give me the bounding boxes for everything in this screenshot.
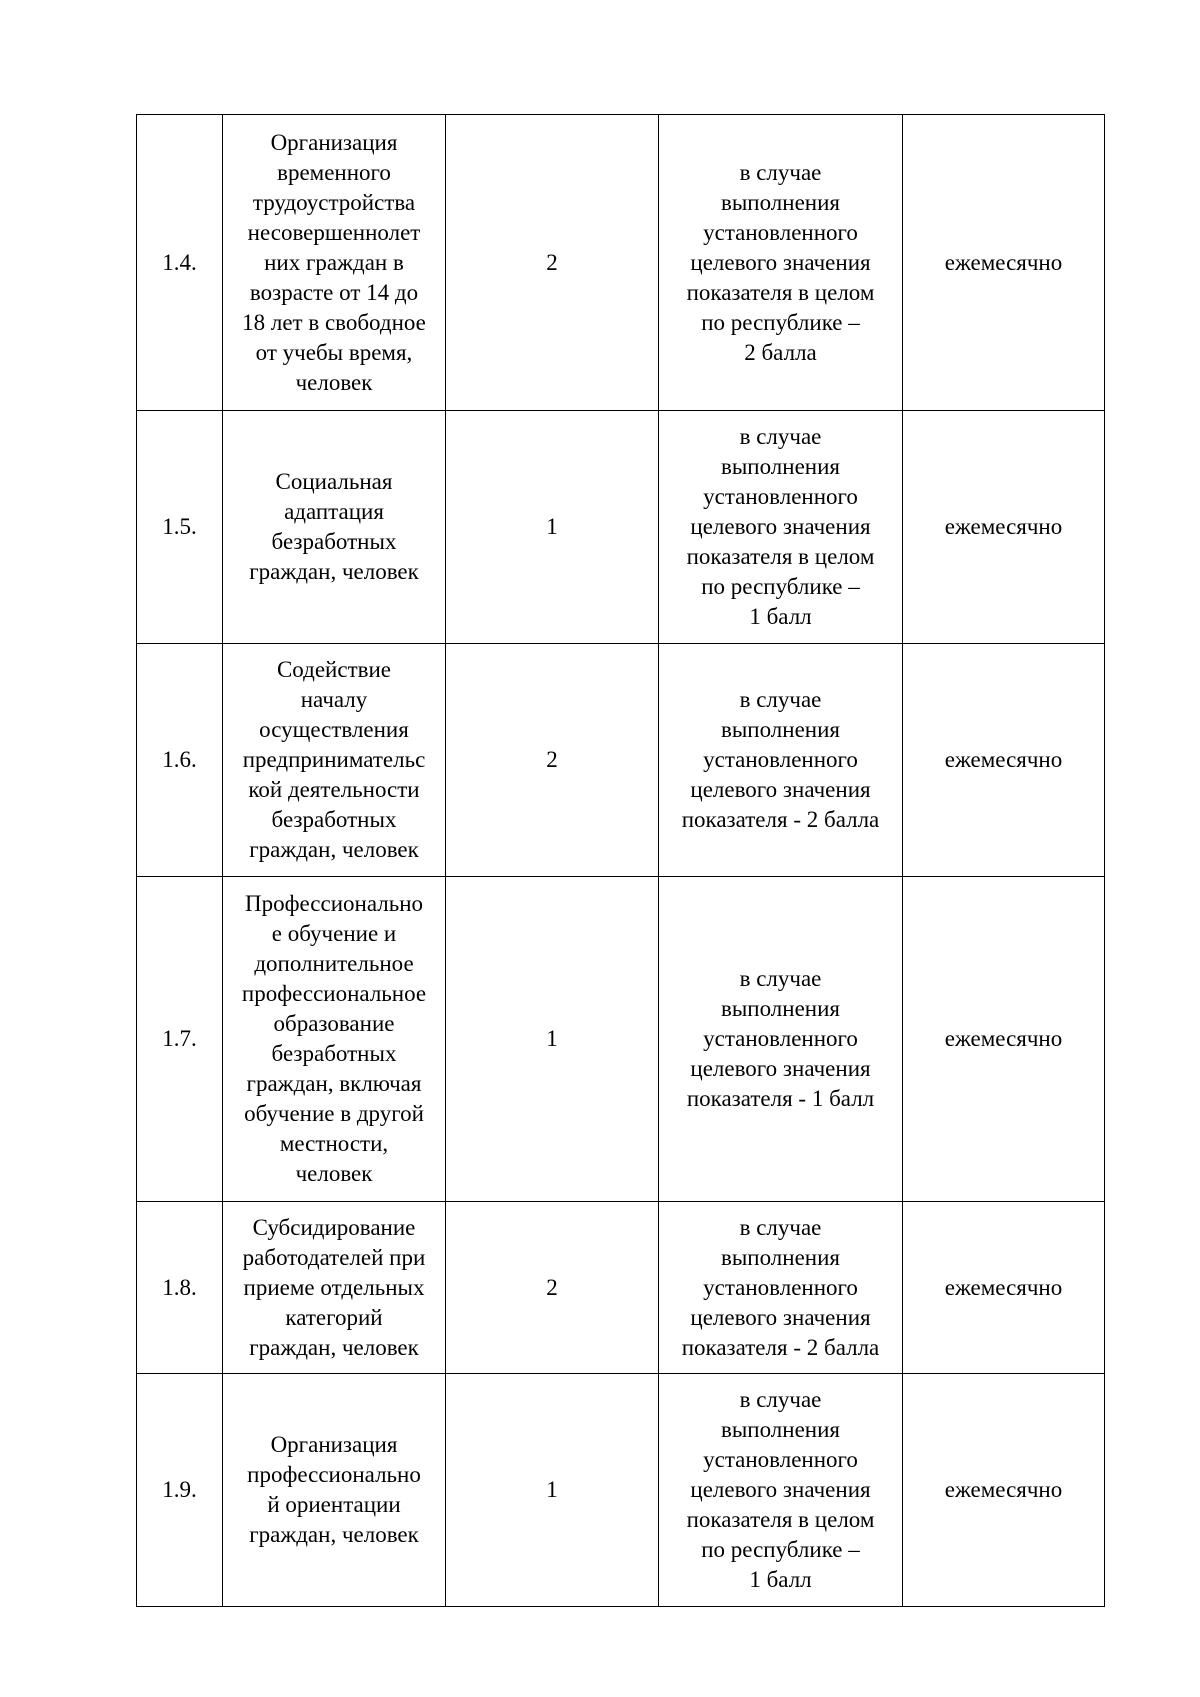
condition-cell: в случае выполнения установленного целевого значения показателя в целом по республике – 1 балл [659, 1374, 903, 1607]
table-row [137, 115, 1105, 411]
row-number-cell: 1.5. [137, 411, 223, 644]
period-cell: ежемесячно [903, 115, 1105, 411]
points-cell: 2 [446, 115, 659, 411]
period-cell: ежемесячно [903, 1202, 1105, 1374]
row-number-cell: 1.9. [137, 1374, 223, 1607]
points-cell: 1 [446, 1374, 659, 1607]
points-cell: 2 [446, 644, 659, 877]
period-cell: ежемесячно [903, 877, 1105, 1202]
document-page [136, 114, 1104, 1607]
indicator-name-cell: Субсидирование работодателей при приеме отдельных категорий граждан, человек [223, 1202, 446, 1374]
indicator-name-cell: Содействие началу осуществления предпринимательс кой деятельности безработных граждан, человек [223, 644, 446, 877]
row-number-cell: 1.8. [137, 1202, 223, 1374]
period-cell: ежемесячно [903, 644, 1105, 877]
table-row [137, 411, 1105, 644]
points-cell: 1 [446, 411, 659, 644]
row-number-cell: 1.7. [137, 877, 223, 1202]
indicator-name-cell: Организация временного трудоустройства несовершеннолет них граждан в возрасте от 14 до 18 лет в свободное от учебы время, человек [223, 115, 446, 411]
points-cell: 1 [446, 877, 659, 1202]
table-row [137, 877, 1105, 1202]
indicator-name-cell: Организация профессионально й ориентации граждан, человек [223, 1374, 446, 1607]
condition-cell: в случае выполнения установленного целевого значения показателя в целом по республике – 2 балла [659, 115, 903, 411]
table-row [137, 1374, 1105, 1607]
condition-cell: в случае выполнения установленного целевого значения показателя в целом по республике – 1 балл [659, 411, 903, 644]
indicators-table [136, 114, 1105, 1607]
period-cell: ежемесячно [903, 411, 1105, 644]
period-cell: ежемесячно [903, 1374, 1105, 1607]
points-cell: 2 [446, 1202, 659, 1374]
row-number-cell: 1.6. [137, 644, 223, 877]
condition-cell: в случае выполнения установленного целевого значения показателя - 1 балл [659, 877, 903, 1202]
table-row [137, 1202, 1105, 1374]
condition-cell: в случае выполнения установленного целевого значения показателя - 2 балла [659, 1202, 903, 1374]
indicator-name-cell: Социальная адаптация безработных граждан, человек [223, 411, 446, 644]
indicator-name-cell: Профессионально е обучение и дополнительное профессиональное образование безработных граждан, включая обучение в другой местности, человек [223, 877, 446, 1202]
row-number-cell: 1.4. [137, 115, 223, 411]
table-row [137, 644, 1105, 877]
condition-cell: в случае выполнения установленного целевого значения показателя - 2 балла [659, 644, 903, 877]
